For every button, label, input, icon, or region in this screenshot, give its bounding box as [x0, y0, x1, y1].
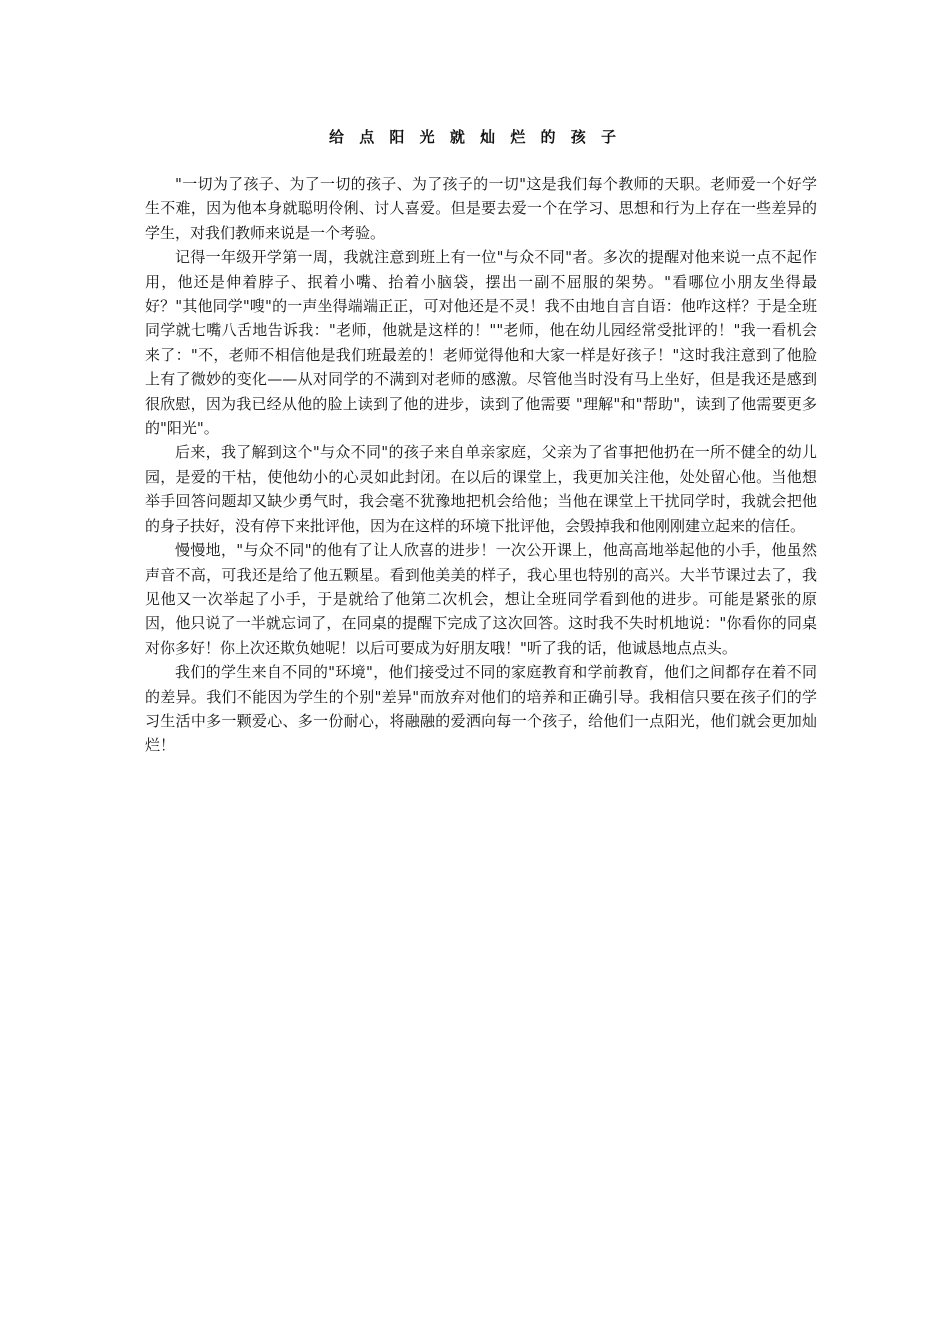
document-body — [145, 172, 817, 758]
document-title: 给 点 阳 光 就 灿 烂 的 孩 子 — [328, 128, 621, 146]
paragraph-1: "一切为了孩子、为了一切的孩子、为了孩子的一切"这是我们每个教师的天职。老师爱一个好学生不难，因为他本身就聪明伶俐、讨人喜爱。但是要去爱一个在学习、思想和行为上存在一些差异的学生，对我们教师来说是一个考验。 — [145, 175, 817, 242]
paragraph-5: 我们的学生来自不同的"环境"，他们接受过不同的家庭教育和学前教育，他们之间都存在着不同的差异。我们不能因为学生的个别"差异"而放弃对他们的培养和正确引导。我相信只要在孩子们的学习生活中多一颗爱心、多一份耐心，将融融的爱洒向每一个孩子，给他们一点阳光，他们就会更加灿烂！ — [145, 663, 817, 755]
paragraph-4: 慢慢地，"与众不同"的他有了让人欣喜的进步！一次公开课上，他高高地举起他的小手，他虽然声音不高，可我还是给了他五颗星。看到他美美的样子，我心里也特别的高兴。大半节课过去了，我见他又一次举起了小手，于是就给了他第二次机会，想让全班同学看到他的进步。可能是紧张的原因，他只说了一半就忘词了，在同桌的提醒下完成了这次回答。这时我不失时机地说："你看你的同桌对你多好！你上次还欺负她呢！以后可要成为好朋友哦！"听了我的话，他诚恳地点点头。 — [145, 541, 817, 657]
paragraph-3: 后来，我了解到这个"与众不同"的孩子来自单亲家庭，父亲为了省事把他扔在一所不健全的幼儿园，是爱的干枯，使他幼小的心灵如此封闭。在以后的课堂上，我更加关注他，处处留心他。当他想举手回答问题却又缺少勇气时，我会毫不犹豫地把机会给他；当他在课堂上干扰同学时，我就会把他的身子扶好，没有停下来批评他，因为在这样的环境下批评他，会毁掉我和他刚刚建立起来的信任。 — [145, 443, 817, 535]
paragraph-2: 记得一年级开学第一周，我就注意到班上有一位"与众不同"者。多次的提醒对他来说一点不起作用，他还是伸着脖子、抿着小嘴、抬着小脑袋，摆出一副不屈服的架势。"看哪位小朋友坐得最好？"其他同学"嗖"的一声坐得端端正正，可对他还是不灵！我不由地自言自语：他咋这样？于是全班同学就七嘴八舌地告诉我："老师，他就是这样的！""老师，他在幼儿园经常受批评的！"我一看机会来了："不，老师不相信他是我们班最差的！老师觉得他和大家一样是好孩子！"这时我注意到了他脸上有了微妙的变化——从对同学的不满到对老师的感激。尽管他当时没有马上坐好，但是我还是感到很欣慰，因为我已经从他的脸上读到了他的进步，读到了他需要 "理解"和"帮助"，读到了他需要更多的"阳光"。 — [145, 248, 817, 438]
